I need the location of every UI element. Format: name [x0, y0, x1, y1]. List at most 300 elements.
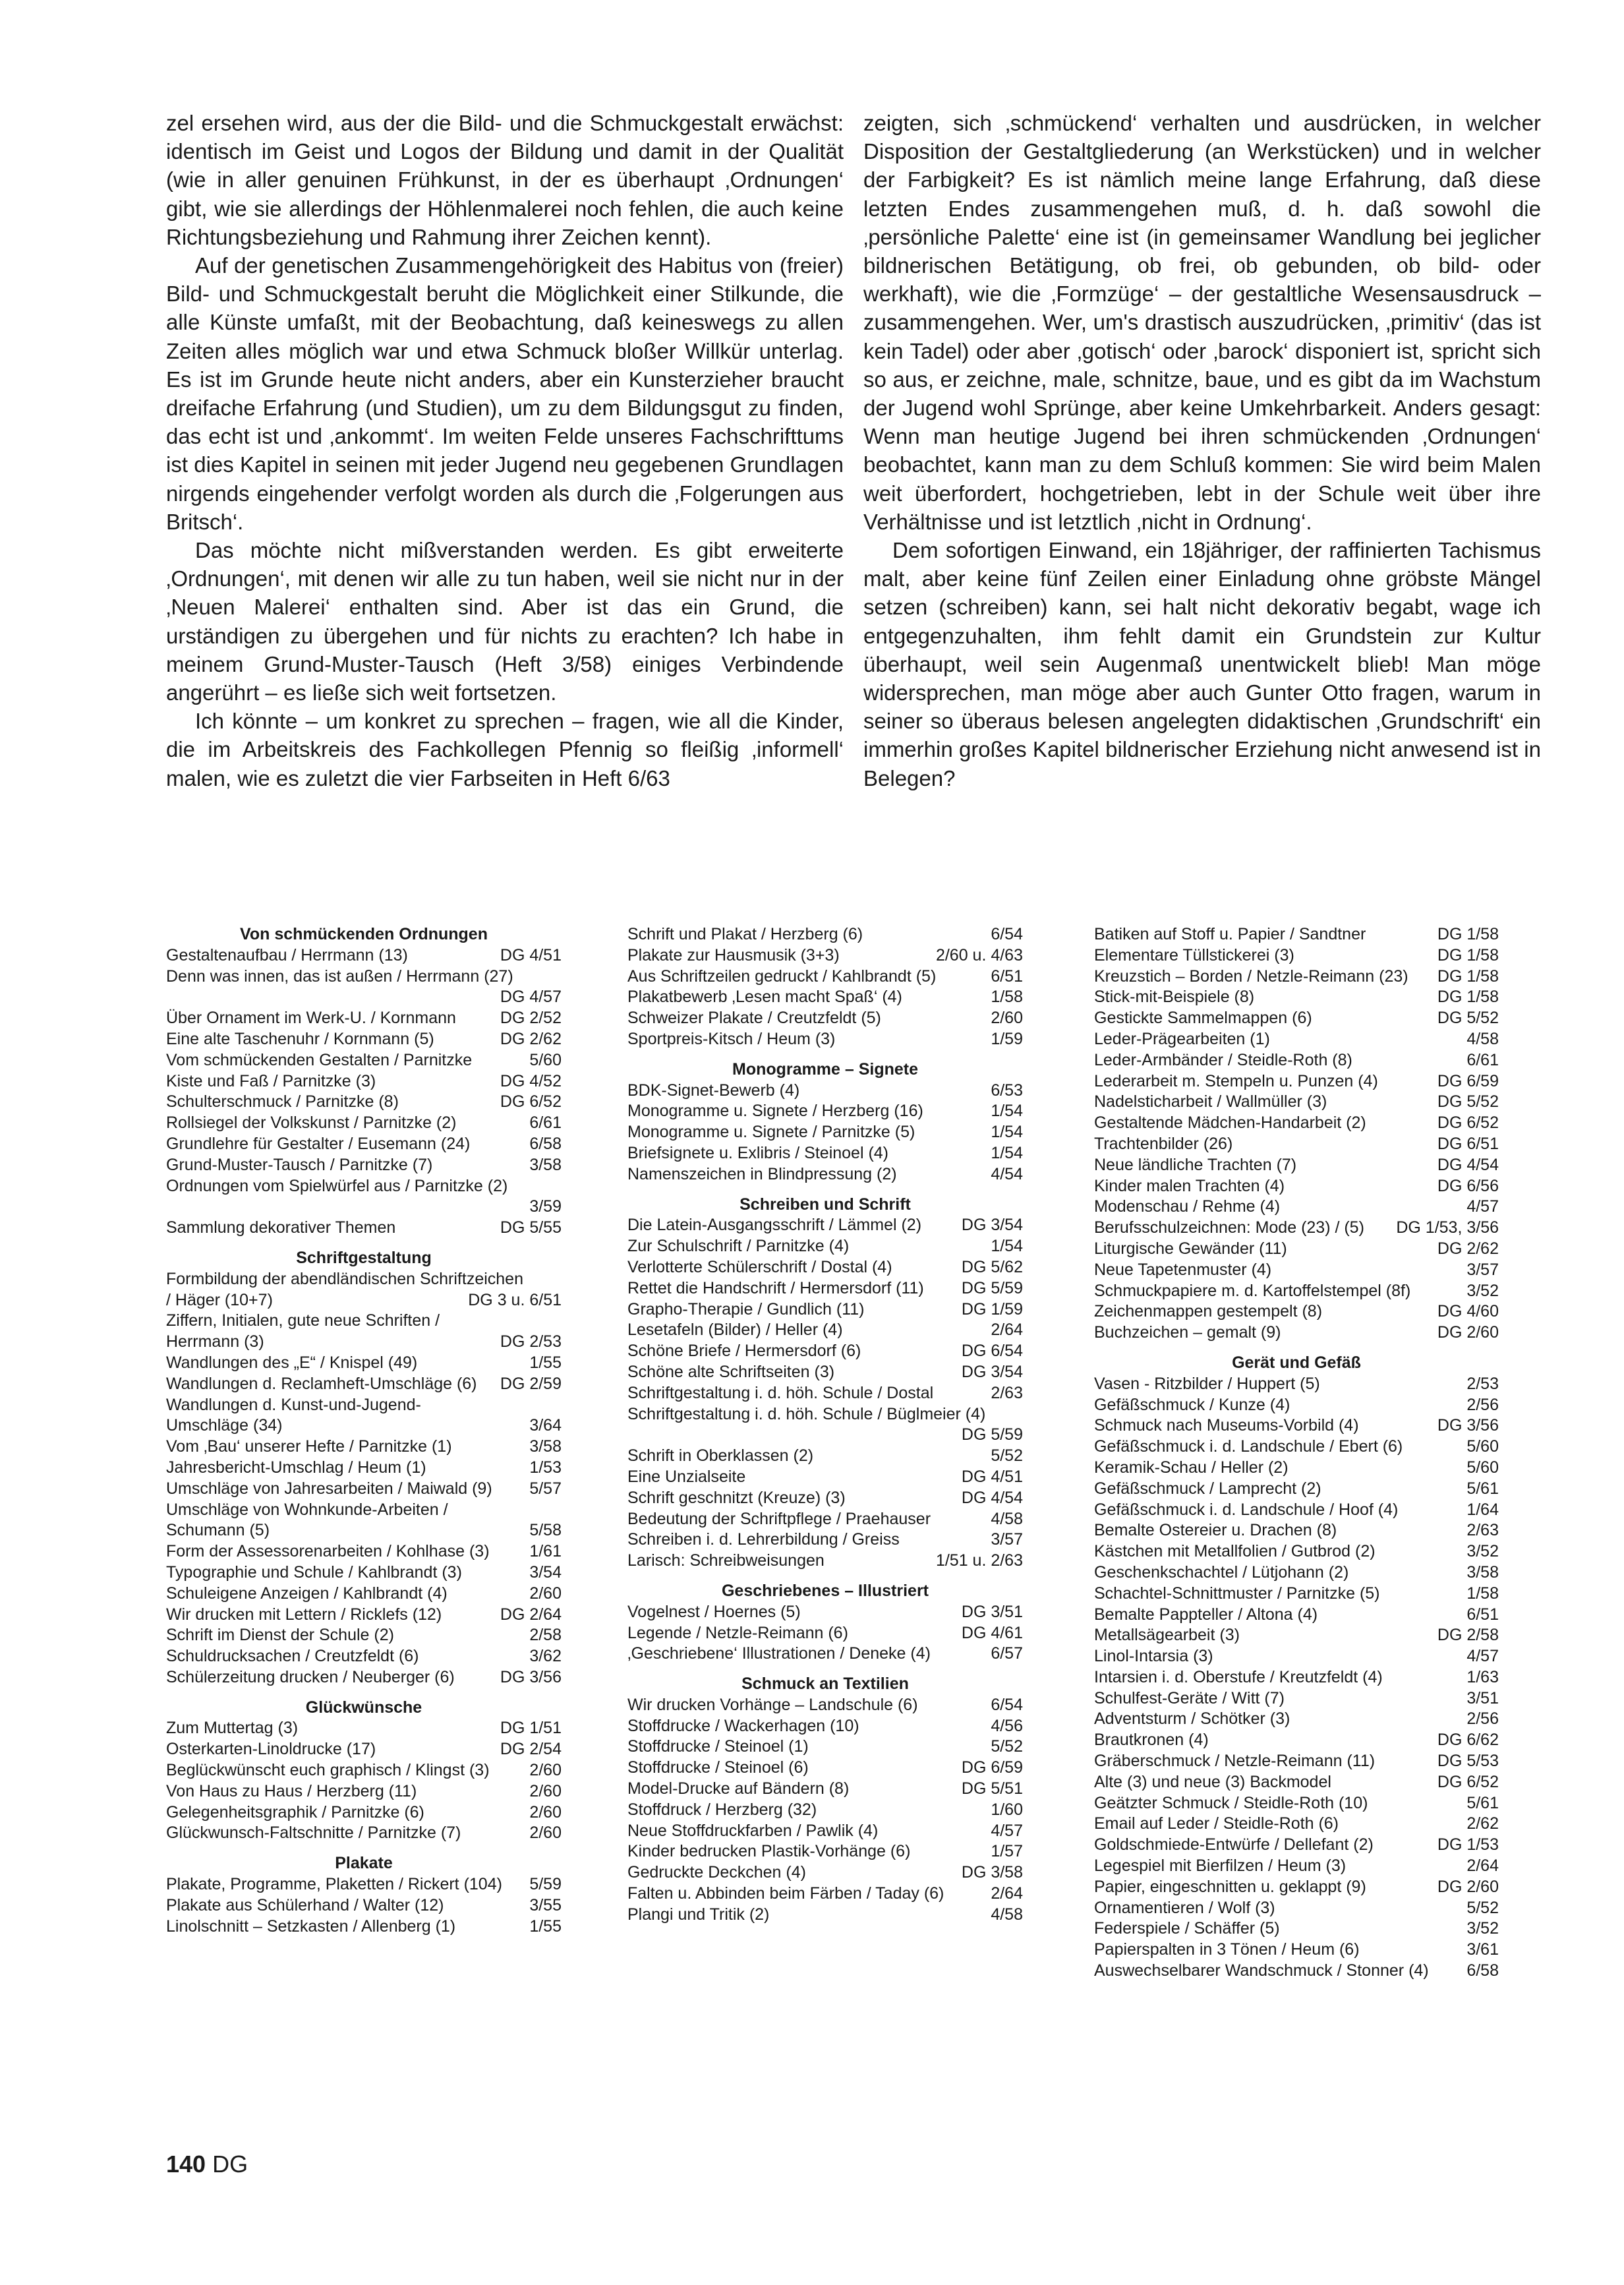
index-entry — [1094, 1835, 1499, 1856]
index-entry — [1094, 1008, 1499, 1029]
index-entry-title: Stoffdruck / Herzberg (32) — [627, 1800, 817, 1819]
index-entry — [166, 1113, 562, 1134]
index-entry-reference: DG 6/56 — [1437, 1176, 1499, 1195]
index-entry-reference: 1/55 — [529, 1353, 562, 1372]
index-entry — [1094, 1646, 1499, 1667]
index-entry-title: Osterkarten-Linoldrucke (17) — [166, 1740, 376, 1759]
index-entry-reference: 1/61 — [529, 1542, 562, 1561]
index-entry-title: Wandlungen d. Reclamheft-Umschläge (6) — [166, 1374, 477, 1393]
paragraph: Das möchte nicht mißverstanden werden. Es gibt erweiterte ‚Ordnungen‘, mit denen wir alle zu tun haben, weil sie nicht nur in der ‚Neuen Malerei‘ enthalten sind. Aber ist das ein Grund, die urständigen zu übergehen und für nichts zu erachten? Ich habe in meinem Grund-Muster-Tausch (Heft 3/58) einiges Verbindende angerührt – es ließe sich weit fortsetzen. — [166, 538, 844, 705]
index-entry-reference: 4/54 — [991, 1164, 1023, 1183]
index-entry-title: Buchzeichen – gemalt (9) — [1094, 1323, 1281, 1342]
index-entry — [1094, 1239, 1499, 1260]
index-entry — [627, 1143, 1023, 1164]
index-entry — [627, 1278, 1023, 1299]
index-entry — [1094, 1898, 1499, 1919]
index-entry-title: Bedeutung der Schriftpflege / Praehauser — [627, 1509, 931, 1528]
index-entry — [627, 1164, 1023, 1185]
index-entry — [627, 1299, 1023, 1321]
index-entry-title: Leder-Armbänder / Steidle-Roth (8) — [1094, 1050, 1352, 1069]
index-entry — [166, 1500, 562, 1521]
index-entry — [627, 1862, 1023, 1884]
index-entry — [1094, 1584, 1499, 1605]
index-entry-reference: 6/54 — [991, 1695, 1023, 1714]
index-entry-reference: 6/51 — [991, 966, 1023, 986]
index-entry — [1094, 1500, 1499, 1521]
index-entry-reference: 4/57 — [991, 1821, 1023, 1840]
index-entry — [1094, 1218, 1499, 1239]
index-entry-title: Stick-mit-Beispiele (8) — [1094, 988, 1255, 1007]
index-column-3 — [1094, 924, 1499, 1982]
index-entry — [1094, 1437, 1499, 1458]
index-entry — [627, 924, 1023, 945]
index-entry-title: Umschläge von Jahresarbeiten / Maiwald (9) — [166, 1479, 492, 1498]
index-entry — [627, 1716, 1023, 1737]
index-entry-reference: 3/58 — [529, 1155, 562, 1174]
index-entry-title: Alte (3) und neue (3) Backmodel — [1094, 1772, 1331, 1791]
index-entry — [166, 1584, 562, 1605]
index-column-2 — [627, 924, 1023, 1926]
index-entry-title: Schweizer Plakate / Creutzfeldt (5) — [627, 1009, 881, 1028]
body-text-left-column — [166, 109, 844, 792]
index-entry-reference: DG 6/59 — [961, 1758, 1023, 1777]
index-entry-title: Monogramme u. Signete / Herzberg (16) — [627, 1102, 923, 1121]
index-section-heading: Von schmückenden Ordnungen — [240, 925, 488, 943]
index-entry — [166, 1437, 562, 1458]
index-entry-reference: 4/58 — [991, 1905, 1023, 1924]
index-entry-reference: 3/52 — [1466, 1542, 1499, 1561]
index-entry-title: Gedruckte Deckchen (4) — [627, 1863, 806, 1882]
index-entry — [1094, 1415, 1499, 1437]
index-entry — [1094, 1050, 1499, 1071]
index-entry-reference: 1/57 — [991, 1842, 1023, 1861]
index-entry-title: ‚Geschriebene‘ Illustrationen / Deneke (4) — [627, 1644, 931, 1663]
index-entry-reference: 1/54 — [991, 1102, 1023, 1121]
index-entry-reference: 2/63 — [991, 1383, 1023, 1402]
index-entry-reference: DG 3/54 — [961, 1216, 1023, 1235]
index-entry-reference: 2/58 — [529, 1626, 562, 1645]
index-entry — [627, 1446, 1023, 1467]
index-entry-title: Bemalte Ostereier u. Drachen (8) — [1094, 1521, 1337, 1540]
index-section-heading: Monogramme – Signete — [732, 1059, 918, 1079]
index-entry-title: Plakate zur Hausmusik (3+3) — [627, 945, 840, 964]
index-entry-title: Kinder malen Trachten (4) — [1094, 1176, 1285, 1195]
index-entry — [627, 987, 1023, 1008]
index-entry — [1094, 1029, 1499, 1050]
index-entry-title: Form der Assessorenarbeiten / Kohlhase (3) — [166, 1542, 490, 1561]
index-entry — [1094, 1856, 1499, 1877]
index-entry-reference: 2/53 — [1466, 1374, 1499, 1393]
index-entry — [166, 1718, 562, 1739]
index-entry-title: Geschenkschachtel / Lütjohann (2) — [1094, 1562, 1349, 1582]
index-entry — [627, 1695, 1023, 1716]
index-entry-title: Gestaltende Mädchen-Handarbeit (2) — [1094, 1113, 1366, 1133]
index-entry-title: Grund-Muster-Tausch / Parnitzke (7) — [166, 1155, 433, 1174]
paragraph: Ich könnte – um konkret zu sprechen – fragen, wie all die Kinder, die im Arbeitskreis des Fachkollegen Pfennig so fleißig ‚informell‘ malen, wie es zuletzt die vier Farbseiten in Heft 6/63 — [166, 709, 844, 790]
index-entry-reference: 5/61 — [1466, 1479, 1499, 1498]
index-entry — [1094, 1134, 1499, 1155]
index-entry-reference: DG 5/59 — [961, 1278, 1023, 1297]
index-entry — [166, 1625, 562, 1646]
index-entry-reference: DG 4/51 — [961, 1467, 1023, 1486]
index-entry — [166, 1218, 562, 1239]
index-entry-reference: 2/60 — [529, 1802, 562, 1822]
index-entry — [627, 1215, 1023, 1236]
index-entry-title: Schulfest-Geräte / Witt (7) — [1094, 1688, 1285, 1707]
index-entry-reference: DG 5/53 — [1437, 1752, 1499, 1771]
index-entry-reference: DG 3 u. 6/51 — [468, 1290, 562, 1309]
index-entry — [1094, 945, 1499, 966]
index-entry — [1094, 1155, 1499, 1176]
index-entry-reference: DG 1/59 — [961, 1299, 1023, 1319]
index-entry — [1094, 1625, 1499, 1646]
index-entry — [1094, 1541, 1499, 1562]
index-entry — [1094, 1260, 1499, 1281]
index-entry-title: Umschläge von Wohnkunde-Arbeiten / — [166, 1500, 448, 1519]
index-entry-title: Batiken auf Stoff u. Papier / Sandtner — [1094, 925, 1366, 943]
index-entry — [1094, 1688, 1499, 1709]
index-entry-reference: 3/54 — [529, 1562, 562, 1582]
index-entry — [166, 1646, 562, 1667]
index-entry-reference: DG 2/64 — [500, 1605, 562, 1624]
index-entry — [166, 1479, 562, 1500]
index-entry-title: Lederarbeit m. Stempeln u. Punzen (4) — [1094, 1071, 1378, 1090]
index-entry-reference: 1/64 — [1466, 1500, 1499, 1519]
index-entry — [1094, 1113, 1499, 1134]
journal-mark: DG — [212, 2151, 248, 2178]
index-entry-reference: DG 1/53, 3/56 — [1396, 1218, 1499, 1237]
index-entry — [627, 1081, 1023, 1102]
index-entry-title: Denn was innen, das ist außen / Herrmann (27) — [166, 966, 513, 986]
index-entry-reference: 6/57 — [991, 1644, 1023, 1663]
index-entry-reference: DG 4/52 — [500, 1071, 562, 1090]
index-entry-reference: 2/56 — [1466, 1395, 1499, 1414]
index-entry-title: Wandlungen des „E“ / Knispel (49) — [166, 1353, 418, 1372]
index-entry — [166, 1760, 562, 1781]
index-entry-reference: DG 2/52 — [500, 1009, 562, 1028]
index-entry-title: Schrift und Plakat / Herzberg (6) — [627, 925, 863, 943]
index-entry — [166, 1562, 562, 1584]
index-entry-title: Vom schmückenden Gestalten / Parnitzke — [166, 1050, 473, 1069]
index-entry-reference: DG 5/51 — [961, 1779, 1023, 1798]
index-entry-title: Aus Schriftzeilen gedruckt / Kahlbrandt (5) — [627, 966, 937, 986]
index-entry-reference: 5/52 — [991, 1737, 1023, 1756]
index-entry — [166, 1895, 562, 1916]
index-entry-title: Schrift im Dienst der Schule (2) — [166, 1626, 394, 1645]
index-entry-title: Schachtel-Schnittmuster / Parnitzke (5) — [1094, 1584, 1380, 1603]
index-entry-reference: 4/58 — [991, 1509, 1023, 1528]
index-entry-title: Stoffdrucke / Steinoel (1) — [627, 1737, 809, 1756]
index-entry — [627, 1122, 1023, 1143]
index-entry-reference: 1/54 — [991, 1143, 1023, 1162]
index-entry-title: Wandlungen d. Kunst-und-Jugend- — [166, 1395, 421, 1414]
index-entry-title: Ziffern, Initialen, gute neue Schriften / — [166, 1311, 440, 1330]
section-spacer — [627, 1185, 1023, 1195]
index-entry-title: Kinder bedrucken Plastik-Vorhänge (6) — [627, 1842, 911, 1861]
index-entry-title: Über Ornament im Werk-U. / Kornmann — [166, 1009, 456, 1028]
index-entry-title: Neue Stoffdruckfarben / Pawlik (4) — [627, 1821, 879, 1840]
index-entry-title: Schrift geschnitzt (Kreuze) (3) — [627, 1488, 846, 1507]
index-entry-title: Plakatbewerb ‚Lesen macht Spaß‘ (4) — [627, 988, 902, 1007]
index-entry-reference: DG 3/56 — [500, 1667, 562, 1686]
index-entry-title: Federspiele / Schäffer (5) — [1094, 1919, 1280, 1938]
index-entry — [1094, 1814, 1499, 1835]
index-entry-reference: 6/58 — [529, 1134, 562, 1153]
index-entry-title: Glückwunsch-Faltschnitte / Parnitzke (7) — [166, 1824, 461, 1843]
index-entry-reference: 3/52 — [1466, 1919, 1499, 1938]
index-entry-reference: DG 6/59 — [1437, 1071, 1499, 1090]
index-entry-title: Kiste und Faß / Parnitzke (3) — [166, 1071, 376, 1090]
index-entry — [627, 1551, 1023, 1572]
index-entry-title: Adventsturm / Schötker (3) — [1094, 1709, 1290, 1729]
index-entry-reference: 3/61 — [1466, 1940, 1499, 1959]
index-entry-title: Schülerzeitung drucken / Neuberger (6) — [166, 1667, 455, 1686]
index-entry — [1094, 1918, 1499, 1940]
index-entry-reference: 6/53 — [991, 1081, 1023, 1100]
index-entry-reference: 4/57 — [1466, 1647, 1499, 1666]
index-entry-title: Grapho-Therapie / Gundlich (11) — [627, 1299, 865, 1319]
index-entry-reference: DG 4/57 — [500, 988, 562, 1007]
index-entry-reference: 3/64 — [529, 1416, 562, 1435]
index-entry — [627, 1509, 1023, 1530]
index-entry-reference: 4/57 — [1466, 1197, 1499, 1216]
index-entry-reference: 2/60 u. 4/63 — [935, 945, 1023, 964]
index-entry — [627, 1602, 1023, 1623]
index-entry-reference: 5/61 — [1466, 1793, 1499, 1812]
index-entry-reference: 5/52 — [991, 1446, 1023, 1466]
index-entry — [166, 1415, 562, 1437]
index-entry — [627, 945, 1023, 966]
index-entry-title: Gräberschmuck / Netzle-Reimann (11) — [1094, 1752, 1376, 1771]
index-entry — [166, 1155, 562, 1176]
index-entry-reference: 1/55 — [529, 1916, 562, 1936]
index-entry — [166, 1802, 562, 1824]
index-entry-title: Stoffdrucke / Wackerhagen (10) — [627, 1716, 859, 1735]
index-entry-reference: DG 5/55 — [500, 1218, 562, 1237]
index-entry-title: Gefäßschmuck / Lamprecht (2) — [1094, 1479, 1321, 1498]
index-entry-reference: 3/58 — [1466, 1562, 1499, 1582]
index-entry — [627, 1236, 1023, 1257]
index-entry — [627, 1821, 1023, 1842]
index-entry-reference: DG 6/52 — [500, 1092, 562, 1112]
paragraph: Dem sofortigen Einwand, ein 18jähriger, der raffinierten Tachismus malt, aber keine fünf Zeilen einer Einladung ohne gröbste Mängel setzen (schreiben) kann, sei halt nicht dekorativ begabt, wage ich entgegenzuhalten, ihm fehlt damit ein Grundstein zur Kultur überhaupt, weil sein Augenmaß unentwickelt blieb! Man möge widersprechen, man möge aber auch Gunter Otto fragen, warum in seiner so überaus belesen angelegten didaktischen ‚Grundschrift‘ ein immerhin großes Kapitel bildnerischer Erziehung nicht anwesend ist in Belegen? — [863, 538, 1541, 790]
index-entry — [1094, 1961, 1499, 1982]
index-entry-title: Formbildung der abendländischen Schriftzeichen — [166, 1269, 523, 1288]
index-entry-title: Die Latein-Ausgangsschrift / Lämmel (2) — [627, 1216, 922, 1235]
index-entry-title: Gestickte Sammelmappen (6) — [1094, 1009, 1312, 1028]
index-entry — [166, 1739, 562, 1760]
index-entry-title: Verlotterte Schülerschrift / Dostal (4) — [627, 1257, 892, 1276]
index-entry-reference: 2/63 — [1466, 1521, 1499, 1540]
index-entry — [166, 1823, 562, 1844]
index-entry-reference: 6/58 — [1466, 1961, 1499, 1980]
index-entry-title: Jahresbericht-Umschlag / Heum (1) — [166, 1458, 426, 1477]
index-entry-title: Berufsschulzeichnen: Mode (23) / (5) — [1094, 1218, 1364, 1237]
index-entry-reference: DG 6/52 — [1437, 1113, 1499, 1133]
index-entry-reference: DG 3/51 — [961, 1602, 1023, 1621]
index-entry-title: Papierspalten in 3 Tönen / Heum (6) — [1094, 1940, 1360, 1959]
index-entry-title: Schumann (5) — [166, 1521, 270, 1540]
index-entry-reference: 3/57 — [991, 1530, 1023, 1549]
index-entry-title: Zeichenmappen gestempelt (8) — [1094, 1302, 1323, 1321]
index-entry-reference: DG 1/51 — [500, 1719, 562, 1738]
index-entry — [1094, 1667, 1499, 1688]
index-entry — [166, 1353, 562, 1374]
index-entry — [627, 1320, 1023, 1341]
index-entry — [166, 1008, 562, 1029]
index-entry-title: Rollsiegel der Volkskunst / Parnitzke (2) — [166, 1113, 457, 1133]
section-spacer — [166, 1239, 562, 1248]
page-number: 140 — [166, 2151, 206, 2178]
index-entry — [166, 1092, 562, 1113]
index-entry-reference: 1/51 u. 2/63 — [935, 1551, 1023, 1570]
index-entry-title: Sammlung dekorativer Themen — [166, 1218, 396, 1237]
index-entry — [627, 1736, 1023, 1758]
index-entry-reference: 5/60 — [1466, 1458, 1499, 1477]
index-entry-reference: 4/56 — [991, 1716, 1023, 1735]
index-entry-title: Schuldrucksachen / Creutzfeldt (6) — [166, 1647, 419, 1666]
index-entry-reference: 5/52 — [1466, 1898, 1499, 1917]
index-entry — [1094, 924, 1499, 945]
index-entry — [627, 1529, 1023, 1551]
index-entry — [166, 1269, 562, 1290]
index-entry-reference: DG 1/58 — [1437, 945, 1499, 964]
index-entry-title: Beglückwünscht euch graphisch / Klingst (3) — [166, 1761, 490, 1780]
index-entry-reference: DG 5/62 — [961, 1257, 1023, 1276]
index-entry-title: Kreuzstich – Borden / Netzle-Reimann (23) — [1094, 966, 1408, 986]
index-entry-reference: DG 4/54 — [1437, 1155, 1499, 1174]
index-entry — [1094, 1793, 1499, 1814]
index-section-heading: Schriftgestaltung — [296, 1248, 432, 1267]
index-entry-title: / Häger (10+7) — [166, 1290, 273, 1309]
index-entry-reference: DG 2/62 — [1437, 1239, 1499, 1258]
index-entry-title: Stoffdrucke / Steinoel (6) — [627, 1758, 809, 1777]
index-entry-reference: 2/60 — [991, 1009, 1023, 1028]
index-entry-title: Eine alte Taschenuhr / Kornmann (5) — [166, 1029, 434, 1048]
index-entry — [166, 1374, 562, 1395]
section-spacer — [166, 1688, 562, 1698]
index-entry — [627, 1758, 1023, 1779]
index-entry-title: Schuleigene Anzeigen / Kahlbrandt (4) — [166, 1584, 448, 1603]
index-entry-reference: 2/64 — [991, 1884, 1023, 1903]
index-entry-title: Zum Muttertag (3) — [166, 1719, 299, 1738]
index-entry-reference: 6/61 — [1466, 1050, 1499, 1069]
index-entry-reference: DG 2/53 — [500, 1332, 562, 1351]
index-entry-reference: 3/57 — [1466, 1260, 1499, 1279]
index-column-1 — [166, 924, 562, 1937]
index-entry-reference: DG 2/58 — [1437, 1626, 1499, 1645]
index-entry-reference: 2/62 — [1466, 1814, 1499, 1833]
index-entry — [1094, 1877, 1499, 1898]
index-entry — [1094, 1520, 1499, 1541]
index-entry-reference: DG 4/60 — [1437, 1302, 1499, 1321]
index-entry-reference: DG 3/58 — [961, 1863, 1023, 1882]
index-entry-reference: 1/58 — [1466, 1584, 1499, 1603]
index-entry — [627, 1008, 1023, 1029]
index-section-heading: Glückwünsche — [305, 1698, 422, 1717]
index-entry-reference: 6/51 — [1466, 1605, 1499, 1624]
index-entry — [627, 966, 1023, 988]
index-entry-title: Trachtenbilder (26) — [1094, 1134, 1233, 1153]
index-entry — [166, 1605, 562, 1626]
index-entry-title: Geätzter Schmuck / Steidle-Roth (10) — [1094, 1793, 1368, 1812]
index-entry — [627, 1488, 1023, 1509]
index-entry — [627, 1257, 1023, 1278]
index-entry-reference: DG 1/53 — [1437, 1835, 1499, 1855]
index-entry-title: Von Haus zu Haus / Herzberg (11) — [166, 1781, 417, 1800]
index-entry — [1094, 1458, 1499, 1479]
index-entry-reference: 1/63 — [1466, 1667, 1499, 1686]
index-entry-reference: 5/60 — [529, 1050, 562, 1069]
index-entry-title: BDK-Signet-Bewerb (4) — [627, 1081, 800, 1100]
index-entry-title: Schöne Briefe / Hermersdorf (6) — [627, 1342, 861, 1361]
index-entry-title: Plakate aus Schülerhand / Walter (12) — [166, 1895, 444, 1914]
index-entry — [627, 1800, 1023, 1821]
index-entry-reference: DG 2/54 — [500, 1740, 562, 1759]
index-entry-title: Schmuckpapiere m. d. Kartoffelstempel (8f) — [1094, 1281, 1411, 1300]
index-entry — [166, 1541, 562, 1562]
index-entry — [1094, 1940, 1499, 1961]
index-entry — [166, 1176, 562, 1197]
paragraph: zel ersehen wird, aus der die Bild- und die Schmuckgestalt erwächst: identisch im Geist und Logos der Bildung und damit in der Qualität (wie in aller genuinen Frühkunst, in der es überhaupt ‚Ordnungen‘ gibt, wie sie allerdings der Höhlenmalerei noch fehlen, die auch keine Richtungsbeziehung und Rahmung ihrer Zeichen kennt). — [166, 111, 844, 249]
index-entry-title: Plakate, Programme, Plaketten / Rickert (104) — [166, 1875, 502, 1894]
index-entry — [166, 1781, 562, 1802]
index-entry-title: Neue ländliche Trachten (7) — [1094, 1155, 1297, 1174]
index-entry-reference: 3/62 — [529, 1647, 562, 1666]
index-entry — [166, 1874, 562, 1895]
index-entry-title: Wir drucken mit Lettern / Ricklefs (12) — [166, 1605, 442, 1624]
index-entry-title: Schulterschmuck / Parnitzke (8) — [166, 1092, 399, 1112]
index-entry-title: Typographie und Schule / Kahlbrandt (3) — [166, 1562, 462, 1582]
index-entry — [166, 1290, 562, 1311]
index-entry-reference: DG 6/51 — [1437, 1134, 1499, 1153]
index-entry-title: Auswechselbarer Wandschmuck / Stonner (4) — [1094, 1961, 1429, 1980]
index-entry-reference: 5/58 — [529, 1521, 562, 1540]
index-entry-title: Neue Tapetenmuster (4) — [1094, 1260, 1272, 1279]
index-entry-reference: 1/60 — [991, 1800, 1023, 1819]
index-entry-title: Schriftgestaltung i. d. höh. Schule / Dostal — [627, 1383, 934, 1402]
index-entry-title: Schöne alte Schriftseiten (3) — [627, 1362, 835, 1381]
index-entry-title: Linol-Intarsia (3) — [1094, 1647, 1213, 1666]
index-entry-title: Liturgische Gewänder (11) — [1094, 1239, 1287, 1258]
index-entry — [627, 1644, 1023, 1665]
index-entry-reference: DG 3/56 — [1437, 1416, 1499, 1435]
index-entry — [1094, 987, 1499, 1008]
paragraph: zeigten, sich ‚schmückend‘ verhalten und ausdrücken, in welcher Disposition der Gestaltgliederung (an Werkstücken) und in welcher der Farbigkeit? Es ist nämlich meine lange Erfahrung, daß diese letzten Endes zusammengehen muß, d. h. daß sowohl die ‚persönliche Palette‘ eine ist (in gemeinsamer Wandlung bei jeglicher bildnerischen Betätigung, ob frei, ob gebunden, ob bild- oder werkhaft), wie die ‚Formzüge‘ – der gestaltliche Wesensausdruck – zusammengehen. Wer, um's drastisch auszudrücken, ‚primitiv‘ (das ist kein Tadel) oder aber ‚gotisch‘ oder ‚barock‘ disponiert ist, spricht sich so aus, er zeichne, male, schnitze, baue, und es gibt da im Wachstum der Jugend wohl Sprünge, aber keine Umkehrbarkeit. Anders gesagt: Wenn man heutige Jugend bei ihren schmückenden ‚Ordnungen‘ beobachtet, kann man zu dem Schluß kommen: Sie wird beim Malen weit überfordert, hochgetrieben, lebt in der Schule weit über ihre Verhältnisse und ist letztlich ‚nicht in Ordnung‘. — [863, 111, 1541, 534]
index-entry — [1094, 1092, 1499, 1113]
index-entry-reference: 2/64 — [1466, 1856, 1499, 1876]
index-entry-reference: DG 2/62 — [500, 1029, 562, 1048]
index-entry — [1094, 1772, 1499, 1793]
index-entry-title: Model-Drucke auf Bändern (8) — [627, 1779, 850, 1798]
index-entry-title: Umschläge (34) — [166, 1416, 283, 1435]
index-entry-title: Larisch: Schreibweisungen — [627, 1551, 825, 1570]
index-entry — [166, 1916, 562, 1938]
index-entry-title: Zur Schulschrift / Parnitzke (4) — [627, 1237, 850, 1256]
index-entry — [1094, 1322, 1499, 1344]
index-entry-reference: 2/56 — [1466, 1709, 1499, 1729]
index-entry-title: Legespiel mit Bierfilzen / Heum (3) — [1094, 1856, 1347, 1876]
index-section-heading: Schmuck an Textilien — [741, 1675, 909, 1694]
index-entry-title: Ordnungen vom Spielwürfel aus / Parnitzke (2) — [166, 1176, 508, 1195]
paragraph: Auf der genetischen Zusammengehörigkeit des Habitus von (freier) Bild- und Schmuckgestalt beruht die Möglichkeit einer Stilkunde, die alle Künste umfaßt, mit der Beobachtung, daß keineswegs zu allen Zeiten alles möglich war und etwa Schmuck bloßer Willkür unterlag. Es ist im Grunde heute nicht anders, aber ein Kunsterzieher braucht dreifache Erfahrung (und Studien), um zu dem Bildungsgut zu finden, das echt ist und ‚ankommt‘. Im weiten Felde unseres Fachschrifttums ist dies Kapitel in seinen mit jeder Jugend neu gegebenen Grundlagen nirgends eingehender verfolgt worden als durch die ‚Folgerungen aus Britsch‘. — [166, 253, 844, 534]
index-entry-title: Gefäßschmuck i. d. Landschule / Ebert (6) — [1094, 1437, 1403, 1456]
index-entry — [1094, 1071, 1499, 1092]
index-entry-reference: 1/54 — [991, 1237, 1023, 1256]
index-entry-title: Intarsien i. d. Oberstufe / Kreutzfeldt (4) — [1094, 1667, 1383, 1686]
index-entry-reference: DG 5/52 — [1437, 1009, 1499, 1028]
index-entry — [1094, 1301, 1499, 1322]
